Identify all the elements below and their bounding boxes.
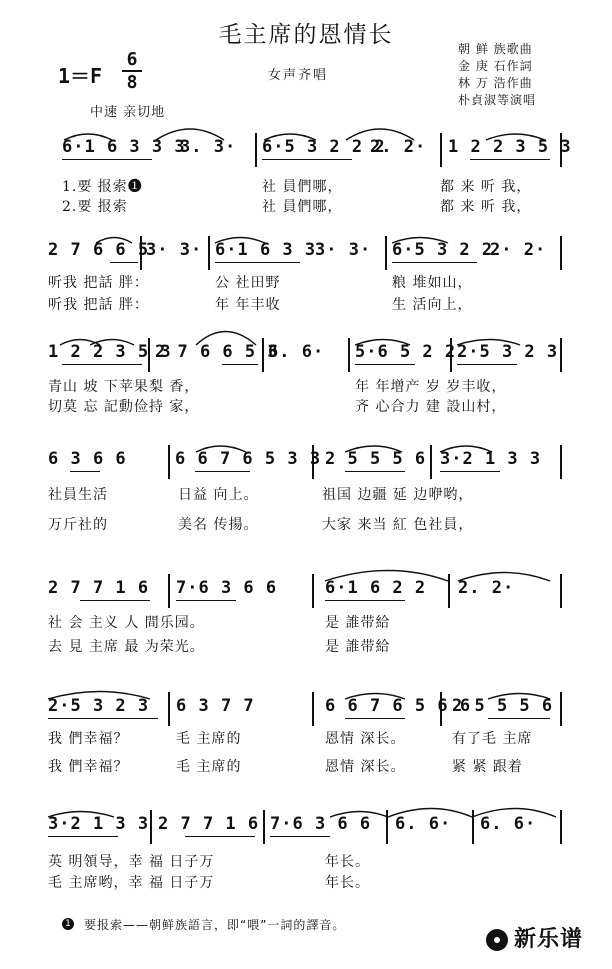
lyric: 年 年增产 岁 岁丰收，	[355, 379, 507, 395]
credit-lyricist: 金 庚 石作詞	[458, 59, 533, 73]
lyric: 都 来 听 我，	[440, 179, 532, 195]
measure: 3· 3·	[146, 240, 203, 260]
lyric: 粮 堆如山，	[392, 275, 473, 291]
lyric: 是 誰带給	[325, 615, 391, 631]
measure: 6·1 6 2 2	[325, 578, 427, 598]
measure: 3. 3·	[180, 137, 237, 157]
lyric: 毛 主席哟，幸 福 日子万	[48, 875, 215, 891]
lyric: 我 們幸福？	[48, 759, 129, 775]
measure: 6. 6·	[395, 814, 452, 834]
measure: 7·6 3 6 6	[176, 578, 278, 598]
measure: 2· 2·	[490, 240, 547, 260]
lyric: 都 来 听 我，	[440, 199, 532, 215]
lyric: 是 誰带給	[325, 639, 391, 655]
measure: 6. 6·	[268, 342, 325, 362]
measure: 6 6 7 6 5 6 6	[325, 696, 472, 716]
measure: 6. 6·	[480, 814, 537, 834]
time-signature-bottom: 8	[126, 72, 138, 93]
score-system-2	[0, 228, 612, 276]
measure: 3· 3·	[315, 240, 372, 260]
lyric: 公 社田野	[215, 275, 281, 291]
song-title: 毛主席的恩情长	[218, 22, 394, 48]
footnote-marker: 1	[62, 918, 74, 930]
footnote: 要报索——朝鲜族語言，即“喂”一詞的譯音。	[84, 918, 346, 932]
lyric: 日益 向上。	[178, 487, 259, 503]
measure: 2 7 7 1 6	[158, 814, 260, 834]
lyric: 社 員們哪，	[262, 199, 343, 215]
lyric: 社 員們哪，	[262, 179, 343, 195]
lyric: 大家 来当 紅 色社員，	[322, 517, 474, 533]
measure: 6·1 6 3 3 3	[62, 137, 186, 157]
lyric: 青山 坡 下苹果梨 香，	[48, 379, 200, 395]
measure: 2 7 7 1 6	[48, 578, 150, 598]
score-system-6	[0, 684, 612, 732]
lyric: 毛 主席的	[176, 731, 242, 747]
measure: 2. 2·	[458, 578, 515, 598]
lyric: 英 明領导，幸 福 日子万	[48, 854, 215, 870]
measure: 6 3 6 6	[48, 449, 127, 469]
lyric: 切莫 忘 記動俭持 家，	[48, 399, 200, 415]
lyric: 社 会 主义 人 間乐园。	[48, 615, 205, 631]
measure: 3·2 1 3 3	[48, 814, 150, 834]
measure: 6·5 3 2 2	[392, 240, 494, 260]
lyric: 我 們幸福？	[48, 731, 129, 747]
score-system-7	[0, 802, 612, 850]
tempo-marking: 中速 亲切地	[90, 105, 166, 120]
measure: 3·2 1 3 3	[440, 449, 542, 469]
lyric: 美名 传揚。	[178, 517, 259, 533]
measure: 7·6 3 6 6	[270, 814, 372, 834]
site-logo: 新乐谱	[514, 927, 584, 952]
lyric: 年长。	[325, 875, 370, 891]
lyric: 有了毛 主席	[452, 731, 533, 747]
score-system-5	[0, 566, 612, 614]
measure: 2 7 6 6 5 3	[155, 342, 279, 362]
measure: 2·5 3 2 3	[457, 342, 559, 362]
record-disc-icon	[486, 929, 508, 951]
measure: 6·1 6 3 3	[215, 240, 317, 260]
credit-performer: 朴貞淑等演唱	[458, 93, 537, 107]
measure: 6 6 7 6 5 3 3	[175, 449, 322, 469]
score-system-1	[0, 125, 612, 173]
measure: 2 5 5 5 6	[452, 696, 554, 716]
measure: 2 7 6 6 5	[48, 240, 150, 260]
lyric: 祖国 边疆 延 边咿哟，	[322, 487, 474, 503]
measure: 2 5 5 5 6	[325, 449, 427, 469]
credit-genre: 朝 鲜 族歌曲	[458, 42, 533, 56]
lyric: 2.要 报索	[62, 199, 128, 215]
credit-composer: 林 万 浩作曲	[458, 76, 533, 90]
measure: 1 2 2 3 5 3	[48, 342, 172, 362]
voice-label: 女声齐唱	[268, 68, 329, 83]
lyric: 1.要 报索❶	[62, 179, 143, 195]
measure: 6 3 7 7	[176, 696, 255, 716]
time-signature-top: 6	[126, 49, 138, 70]
measure: 2·5 3 2 3	[48, 696, 150, 716]
lyric: 生 活向上，	[392, 297, 473, 313]
lyric: 毛 主席的	[176, 759, 242, 775]
measure: 2. 2·	[370, 137, 427, 157]
lyric: 恩情 深长。	[325, 731, 406, 747]
measure: 6·5 3 2 2 2	[262, 137, 386, 157]
score-system-3	[0, 330, 612, 378]
measure: 1 2 2 3 5 3	[448, 137, 572, 157]
score-system-4	[0, 437, 612, 485]
lyric: 年长。	[325, 854, 370, 870]
lyric: 听我 把話 胖：	[48, 297, 149, 313]
lyric: 恩情 深长。	[325, 759, 406, 775]
lyric: 听我 把話 胖：	[48, 275, 149, 291]
key-signature: 1＝F	[58, 64, 103, 88]
lyric: 紧 紧 跟着	[452, 759, 523, 775]
lyric: 去 見 主席 最 为荣光。	[48, 639, 205, 655]
lyric: 社員生活	[48, 487, 108, 503]
lyric: 齐 心合力 建 設山村，	[355, 399, 507, 415]
time-signature	[120, 50, 144, 92]
lyric: 万斤社的	[48, 517, 108, 533]
lyric: 年 年丰收	[215, 297, 281, 313]
measure: 5·6 5 2 2	[355, 342, 457, 362]
